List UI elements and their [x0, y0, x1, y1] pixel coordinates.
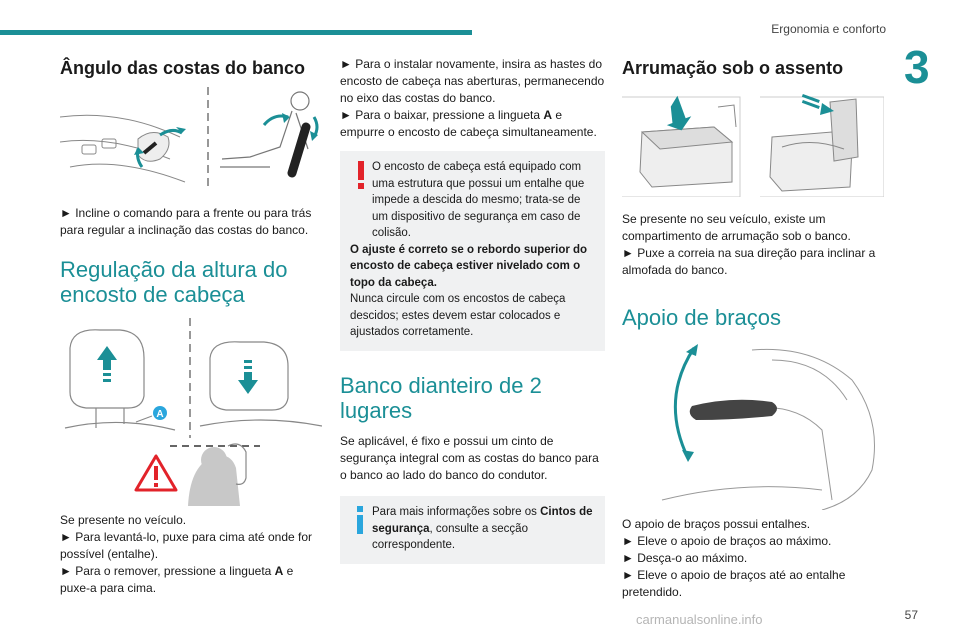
headrest-remove-text-2: e puxe-a para cima.	[60, 563, 294, 595]
header-accent-bar	[0, 30, 472, 35]
headrest-illustration	[60, 318, 322, 506]
section-title-headrest-height-line2: encosto de cabeça	[60, 282, 245, 308]
section-title-headrest-height	[60, 257, 322, 308]
under-seat-storage-illustration	[622, 87, 884, 197]
warning-icon	[354, 161, 368, 189]
armrest-raise-instruction: ► Eleve o apoio de braços ao máximo.	[622, 534, 832, 549]
section-title-front-bench-line2: lugares	[340, 397, 413, 423]
backrest-illustration	[60, 87, 322, 187]
info-text-1: Para mais informações sobre os	[372, 506, 541, 519]
armrest-notch-instruction: ► Eleve o apoio de braços até ao entalhe pretendido.	[622, 568, 846, 600]
headrest-lower-text-2: e empurre o encosto de cabeça simultaneamente.	[340, 108, 597, 139]
info-link-seatbelts: Cintos de segurança	[372, 506, 593, 535]
headrest-lower-text-1: ► Para o baixar, pressione a lingueta	[340, 108, 544, 122]
armrest-lower-instruction: ► Desça-o ao máximo.	[622, 551, 748, 566]
warning-text-3: Nunca circule com os encostos de cabeça descidos; estes devem estar colocados e ajustados corretamente.	[350, 293, 566, 338]
headrest-lower-tab-label: A	[543, 108, 553, 122]
section-title-front-bench-line1: Banco dianteiro de 2	[340, 372, 542, 398]
chapter-number: 3	[904, 41, 930, 93]
page-number: 57	[904, 608, 918, 622]
section-title-armrest: Apoio de braços	[622, 305, 781, 330]
watermark: carmanualsonline.info	[636, 612, 763, 627]
info-icon	[354, 506, 366, 534]
backrest-instruction: ► Incline o comando para a frente ou para trás para regular a inclinação das costas do banco.	[60, 206, 312, 237]
armrest-notches-text: O apoio de braços possui entalhes.	[622, 517, 811, 532]
seatbelt-info-box	[340, 496, 605, 564]
warning-text-2: O ajuste é correto se o rebordo superior do encosto de cabeça estiver nivelado com o topo da cabeça.	[350, 243, 588, 289]
headrest-raise-instruction: ► Para levantá-lo, puxe para cima até onde for possível (entalhe).	[60, 529, 313, 561]
column-2	[340, 56, 605, 564]
column-1	[60, 52, 322, 597]
warning-text-1: O encosto de cabeça está equipado com uma estrutura que possui um entalhe que impede a descida do mesmo; trata-se de um dispositivo de segurança em caso de colisão.	[372, 161, 585, 239]
under-seat-storage-instruction: ► Puxe a correia na sua direção para inclinar a almofada do banco.	[622, 246, 876, 277]
headrest-remove-tab-label: A	[274, 563, 284, 578]
headrest-refit-instruction: ► Para o instalar novamente, insira as hastes do encosto de cabeça nas aberturas, permanecendo no eixo das costas do banco.	[340, 57, 605, 105]
armrest-illustration	[622, 340, 884, 510]
seatbelt-info-text	[350, 504, 595, 554]
headrest-availability: Se presente no veículo.	[60, 512, 187, 527]
section-title-headrest-height-line1: Regulação da altura do	[60, 257, 288, 282]
info-text-2: , consulte a secção correspondente.	[372, 522, 528, 552]
headrest-remove-instruction	[60, 563, 322, 597]
headrest-lower-instruction	[340, 107, 605, 141]
headrest-warning-box	[340, 151, 605, 351]
section-title-backrest-angle: Ângulo das costas do banco	[60, 58, 306, 78]
headrest-remove-text-1: ► Para o remover, pressione a lingueta	[60, 563, 275, 578]
section-title-front-bench	[340, 373, 605, 424]
front-bench-text: Se aplicável, é fixo e possui um cinto de segurança integral com as costas do banco para o banco ao lado do banco do condutor.	[340, 434, 599, 483]
under-seat-storage-text: Se presente no seu veículo, existe um compartimento de arrumação sob o banco.	[622, 212, 851, 243]
label-a: A	[156, 408, 164, 420]
section-title-under-seat-storage: Arrumação sob o assento	[622, 58, 844, 78]
column-3	[622, 52, 884, 601]
header-title: Ergonomia e conforto	[771, 22, 886, 36]
